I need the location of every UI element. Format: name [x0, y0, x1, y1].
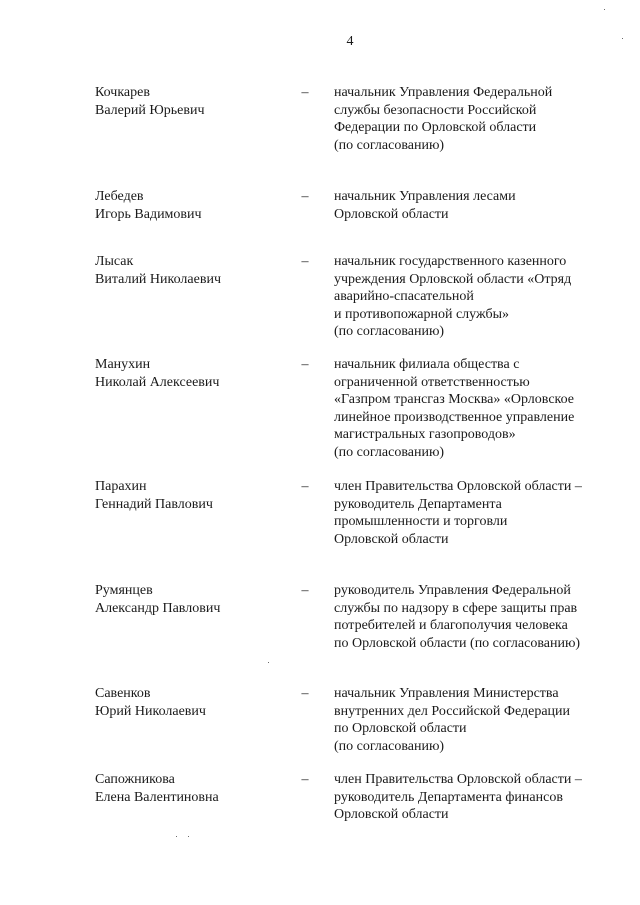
separator-dash: – [301, 583, 309, 598]
position-line: службы по надзору в сфере защиты прав [334, 600, 578, 616]
scan-speck [176, 836, 177, 837]
separator-dash: – [301, 254, 309, 269]
member-position [334, 771, 624, 824]
position-line: и противопожарной службы» [334, 306, 509, 322]
position-line: начальник Управления лесами [334, 189, 516, 204]
member-name [95, 253, 275, 288]
member-given-names: Елена Валентиновна [95, 789, 219, 805]
position-line: службы безопасности Российской [334, 102, 537, 118]
member-name [95, 582, 275, 617]
scan-speck [188, 836, 189, 837]
member-surname: Парахин [95, 479, 147, 494]
member-surname: Сапожникова [95, 772, 175, 787]
member-name [95, 84, 275, 119]
position-line: учреждения Орловской области «Отряд [334, 271, 572, 287]
scan-speck [268, 662, 269, 663]
separator-dash: – [301, 85, 309, 100]
position-line: Орловской области [334, 807, 449, 823]
position-line: начальник Управления Министерства [334, 686, 559, 701]
position-line: потребителей и благополучия человека [334, 618, 568, 634]
position-line: (по согласованию) [334, 444, 445, 460]
member-name [95, 685, 275, 720]
member-position [334, 253, 624, 341]
separator-dash: – [301, 772, 309, 787]
position-line: Орловской области [334, 531, 449, 547]
position-line: Орловской области [334, 206, 449, 222]
separator-dash: – [301, 357, 309, 372]
member-name [95, 478, 275, 513]
member-surname: Лебедев [95, 189, 144, 204]
position-line: магистральных газопроводов» [334, 427, 516, 443]
scan-speck [622, 38, 623, 39]
scan-speck [604, 9, 605, 10]
position-line: начальник государственного казенного [334, 254, 567, 269]
member-surname: Румянцев [95, 583, 153, 598]
position-line: «Газпром трансгаз Москва» «Орловское [334, 392, 575, 408]
member-surname: Манухин [95, 357, 151, 372]
position-line: (по согласованию) [334, 738, 445, 754]
member-surname: Савенков [95, 686, 151, 701]
member-given-names: Виталий Николаевич [95, 271, 221, 287]
position-line: аварийно-спасательной [334, 289, 474, 305]
member-given-names: Николай Алексеевич [95, 374, 220, 390]
member-position [334, 84, 624, 154]
member-position [334, 356, 624, 462]
member-position [334, 582, 624, 652]
separator-dash: – [301, 189, 309, 204]
member-given-names: Валерий Юрьевич [95, 102, 205, 118]
position-line: (по согласованию) [334, 324, 445, 340]
member-surname: Лысак [95, 254, 134, 269]
member-position [334, 478, 624, 548]
position-line: начальник Управления Федеральной [334, 85, 553, 100]
position-line: руководитель Управления Федеральной [334, 583, 571, 598]
position-line: линейное производственное управление [334, 409, 575, 425]
position-line: промышленности и торговли [334, 514, 508, 530]
member-position [334, 685, 624, 755]
position-line: член Правительства Орловской области – [334, 772, 582, 787]
position-line: руководитель Департамента финансов [334, 789, 563, 805]
position-line: руководитель Департамента [334, 496, 502, 512]
page-number: 4 [346, 34, 354, 49]
separator-dash: – [301, 479, 309, 494]
member-name [95, 771, 275, 806]
member-given-names: Александр Павлович [95, 600, 221, 616]
member-name [95, 188, 275, 223]
position-line: по Орловской области [334, 721, 467, 737]
member-given-names: Игорь Вадимович [95, 206, 202, 222]
member-given-names: Юрий Николаевич [95, 703, 206, 719]
position-line: ограниченной ответственностью [334, 374, 530, 390]
member-name [95, 356, 275, 391]
position-line: по Орловской области (по согласованию) [334, 635, 581, 651]
member-surname: Кочкарев [95, 85, 150, 100]
position-line: начальник филиала общества с [334, 357, 520, 372]
position-line: внутренних дел Российской Федерации [334, 703, 571, 719]
position-line: член Правительства Орловской области – [334, 479, 582, 494]
position-line: Федерации по Орловской области [334, 120, 537, 136]
member-position [334, 188, 624, 223]
member-given-names: Геннадий Павлович [95, 496, 213, 512]
position-line: (по согласованию) [334, 137, 445, 153]
separator-dash: – [301, 686, 309, 701]
